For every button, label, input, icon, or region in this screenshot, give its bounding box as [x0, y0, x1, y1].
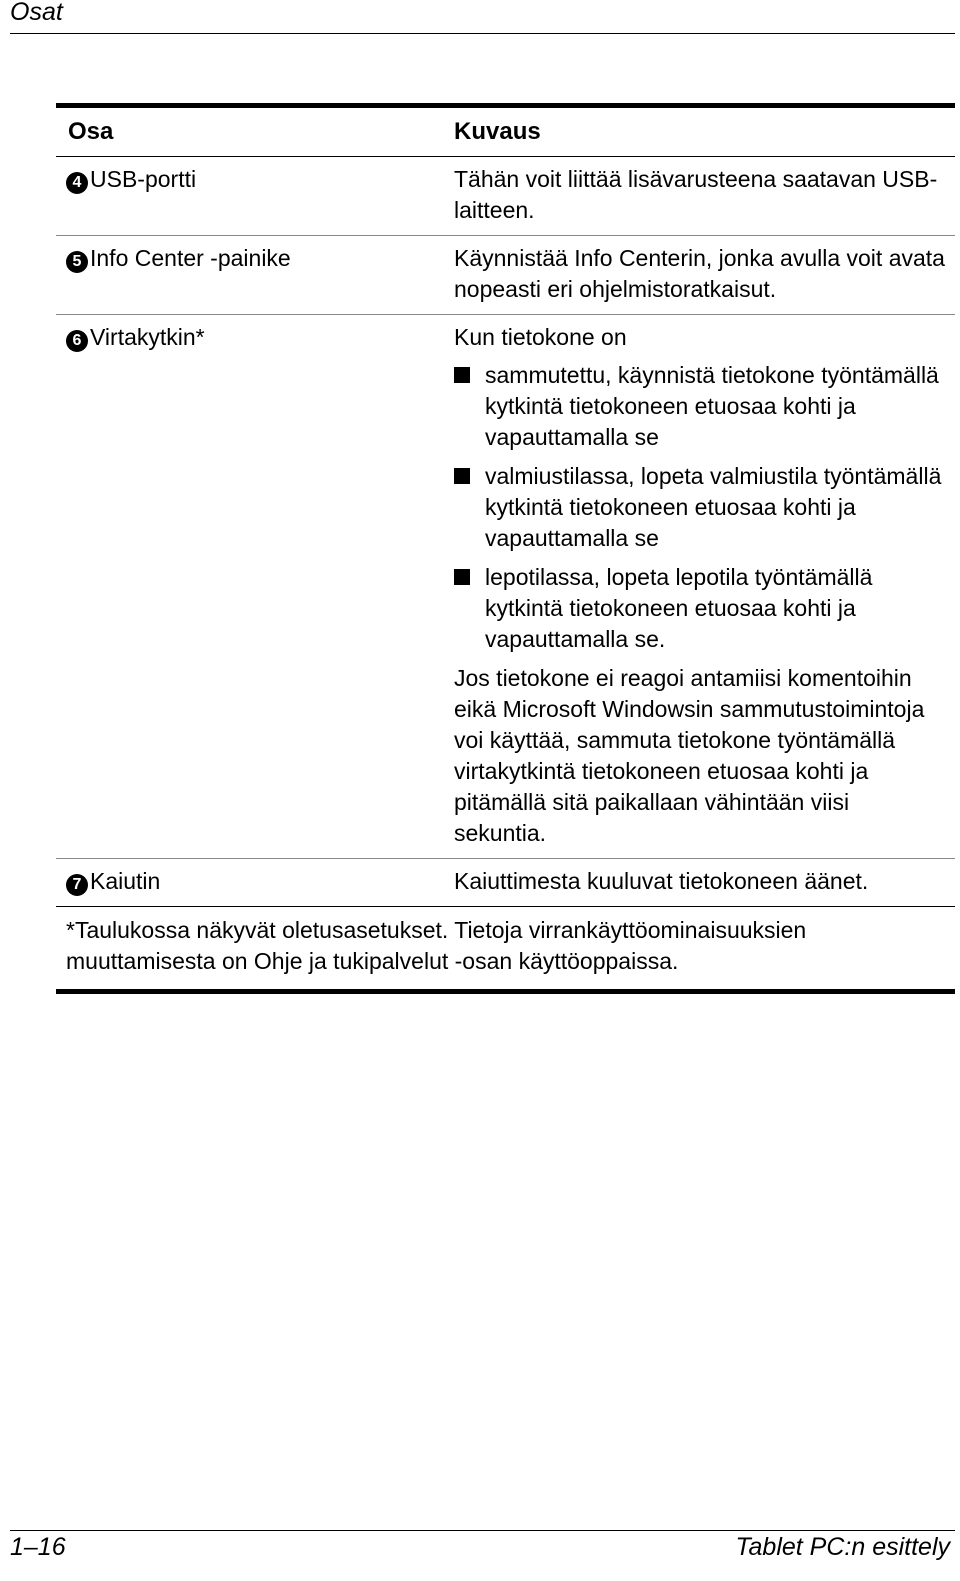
column-header-part: Osa [68, 118, 114, 145]
header-divider [10, 33, 955, 34]
list-item [454, 461, 945, 554]
part-description: Käynnistää Info Centerin, jonka avulla voit avata nopeasti eri ohjelmistoratkaisut. [454, 245, 945, 302]
table-row [56, 859, 955, 906]
description-paragraph: Jos tietokone ei reagoi antamiisi komentoihin eikä Microsoft Windowsin sammutustoimintoja voi käyttää, sammuta tietokone työntämällä virtakytkintä tietokoneen etuosaa kohti ja pitämällä sitä paikallaan vähintään viisi sekuntia. [454, 665, 925, 846]
part-description: Kaiuttimesta kuuluvat tietokoneen äänet. [454, 868, 869, 894]
square-bullet-icon [454, 569, 470, 585]
list-item-text: lepotilassa, lopeta lepotila työntämällä kytkintä tietokoneen etuosaa kohti ja vapauttamalla se. [485, 564, 873, 652]
number-badge: 4 [66, 172, 88, 194]
number-badge: 7 [66, 874, 88, 896]
list-item [454, 360, 945, 453]
column-header-description: Kuvaus [454, 118, 541, 145]
table-header-row [56, 108, 955, 156]
table-footnote: *Taulukossa näkyvät oletusasetukset. Tietoja virrankäyttöominaisuuksien muuttamisesta on Ohje ja tukipalvelut -osan käyttöoppaissa. [66, 917, 807, 974]
table-row [56, 315, 955, 858]
table-row [56, 157, 955, 235]
footer-divider [10, 1530, 955, 1531]
page-number: 1–16 [10, 1533, 66, 1561]
part-name: Info Center -painike [90, 245, 291, 271]
page-header-title: Osat [10, 0, 63, 26]
footer-section-title: Tablet PC:n esittely [735, 1533, 950, 1561]
description-intro: Kun tietokone on [454, 324, 627, 350]
table-row [56, 236, 955, 314]
list-item-text: sammutettu, käynnistä tietokone työntämällä kytkintä tietokoneen etuosaa kohti ja vapauttamalla se [485, 362, 939, 450]
list-item-text: valmiustilassa, lopeta valmiustila työntämällä kytkintä tietokoneen etuosaa kohti ja vapauttamalla se [485, 463, 942, 551]
number-badge: 5 [66, 251, 88, 273]
part-description: Tähän voit liittää lisävarusteena saatavan USB-laitteen. [454, 166, 938, 223]
list-item [454, 562, 945, 655]
square-bullet-icon [454, 468, 470, 484]
part-name: Virtakytkin* [90, 324, 205, 350]
square-bullet-icon [454, 367, 470, 383]
number-badge: 6 [66, 330, 88, 352]
footnote-bottom-rule [56, 989, 955, 994]
components-table [56, 103, 955, 994]
part-name: Kaiutin [90, 868, 161, 894]
part-name: USB-portti [90, 166, 197, 192]
bullet-list [454, 360, 945, 655]
